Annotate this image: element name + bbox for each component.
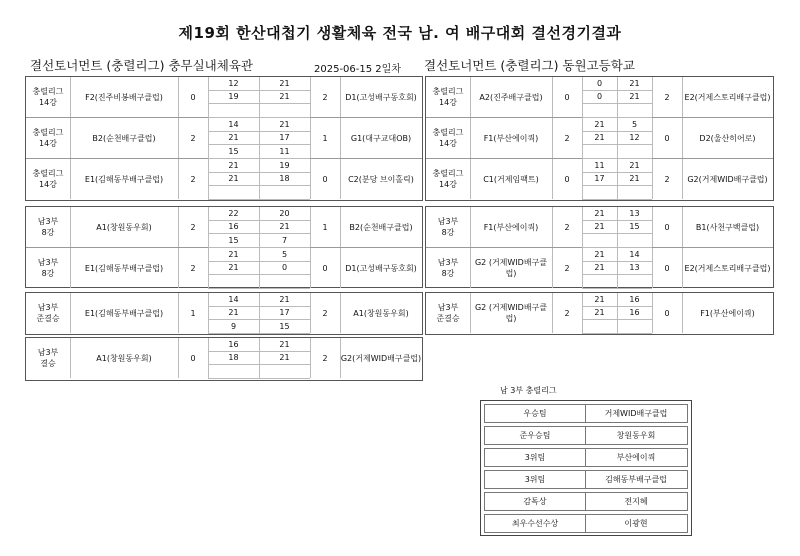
team-a-sets-won: 2 — [190, 174, 196, 184]
set-score-b — [617, 145, 652, 159]
set-score-a: 21 — [208, 172, 259, 186]
team-a-name: A1(창원동우회) — [96, 353, 152, 363]
set-divider — [259, 338, 260, 378]
set-score-b: 21 — [617, 159, 652, 173]
right-block-14 — [425, 76, 774, 201]
team-b-sets-won: 0 — [664, 133, 670, 143]
set-score-a: 21 — [582, 248, 617, 262]
set-score-b: 13 — [617, 261, 652, 275]
team-b-sets-won: 0 — [322, 263, 328, 273]
set-score-a: 9 — [208, 320, 259, 334]
left-venue-header: 결선토너먼트 (충렬리그) 충무실내체육관 — [30, 58, 253, 73]
round-label: 충렬리그 14강 — [432, 87, 464, 107]
set-score-a: 21 — [582, 131, 617, 145]
left-block-14 — [25, 76, 423, 201]
set-score-b — [617, 234, 652, 248]
set-score-a: 15 — [208, 145, 259, 159]
team-a-sets-won: 2 — [564, 222, 570, 232]
team-b-sets-won: 2 — [322, 353, 328, 363]
team-a-sets-won: 0 — [190, 353, 196, 363]
team-a-sets-won: 2 — [190, 263, 196, 273]
round-label: 충렬리그 14강 — [432, 128, 464, 148]
set-score-b: 13 — [617, 207, 652, 221]
set-score-b: 5 — [259, 248, 310, 262]
round-label: 남3부 준결승 — [436, 303, 460, 323]
set-score-b: 16 — [617, 306, 652, 320]
round-label: 남3부 8강 — [37, 258, 59, 278]
page-title: 제19회 한산대첩기 생활체육 전국 남. 여 배구대회 결선경기결과 — [178, 24, 622, 42]
set-divider — [617, 293, 618, 333]
match-row — [26, 77, 422, 118]
set-score-b — [617, 104, 652, 118]
set-score-b: 21 — [259, 293, 310, 307]
match-row — [26, 159, 422, 199]
team-a-name: E1(김해동부배구클럽) — [84, 263, 164, 273]
team-b-sets-won: 2 — [664, 174, 670, 184]
team-a-sets-won: 1 — [190, 308, 196, 318]
set-score-a: 21 — [208, 159, 259, 173]
summary-value: 김해동부배구클럽 — [605, 475, 667, 484]
round-label: 충렬리그 14강 — [432, 169, 464, 189]
set-score-b: 17 — [259, 306, 310, 320]
summary-value: 이광현 — [624, 519, 648, 528]
set-score-a — [208, 275, 259, 289]
round-label: 남3부 준결승 — [36, 303, 60, 323]
match-row — [426, 207, 773, 248]
team-b-sets-won: 1 — [322, 133, 328, 143]
set-score-a: 22 — [208, 207, 259, 221]
set-score-b: 0 — [259, 261, 310, 275]
match-row — [426, 118, 773, 159]
set-score-a: 21 — [208, 261, 259, 275]
round-label: 충렬리그 14강 — [32, 128, 64, 148]
set-score-b: 14 — [617, 248, 652, 262]
summary-value: 거제WID배구클럽 — [604, 409, 668, 418]
summary-label: 최우수선수상 — [485, 515, 586, 532]
round-label: 남3부 8강 — [437, 217, 459, 237]
set-score-b: 18 — [259, 172, 310, 186]
team-a-name: A1(창원동우회) — [96, 222, 152, 232]
set-divider — [259, 207, 260, 247]
set-score-b: 5 — [617, 118, 652, 132]
match-row — [426, 248, 773, 288]
set-divider — [259, 118, 260, 158]
summary-label: 3위팀 — [485, 449, 586, 466]
team-b-name: G2(거제WID배구클럽) — [687, 174, 768, 184]
set-score-a — [582, 320, 617, 334]
round-label: 충렬리그 14강 — [32, 87, 64, 107]
round-label: 남3부 8강 — [37, 217, 59, 237]
team-b-sets-won: 0 — [664, 263, 670, 273]
set-divider — [259, 159, 260, 199]
set-divider — [259, 77, 260, 117]
right-block-semi — [425, 292, 774, 335]
team-b-sets-won: 1 — [322, 222, 328, 232]
match-row — [26, 118, 422, 159]
summary-label: 준우승팀 — [485, 427, 586, 444]
set-score-b — [617, 186, 652, 200]
set-score-b: 7 — [259, 234, 310, 248]
set-score-b: 21 — [259, 338, 310, 352]
team-a-sets-won: 2 — [190, 222, 196, 232]
match-row — [26, 248, 422, 288]
set-score-a: 0 — [582, 90, 617, 104]
set-score-b — [617, 275, 652, 289]
team-b-sets-won: 2 — [664, 92, 670, 102]
set-score-b: 21 — [259, 220, 310, 234]
team-b-name: A1(창원동우회) — [353, 308, 409, 318]
summary-title: 남 3부 충렬리그 — [500, 386, 557, 395]
match-row — [26, 338, 422, 378]
team-a-sets-won: 0 — [564, 92, 570, 102]
set-score-b: 21 — [259, 77, 310, 91]
set-score-a: 19 — [208, 90, 259, 104]
set-score-b: 16 — [617, 293, 652, 307]
set-score-b: 21 — [259, 351, 310, 365]
summary-label: 우승팀 — [485, 405, 586, 422]
set-score-b: 15 — [259, 320, 310, 334]
round-label: 충렬리그 14강 — [32, 169, 64, 189]
set-score-a: 17 — [582, 172, 617, 186]
set-score-b: 11 — [259, 145, 310, 159]
set-divider — [617, 248, 618, 288]
summary-row — [484, 492, 688, 511]
team-a-name: E1(김해동부배구클럽) — [84, 308, 164, 318]
team-a-name: F2(진주비봉배구클럽) — [85, 92, 163, 102]
set-score-b: 21 — [617, 77, 652, 91]
left-block-semi — [25, 292, 423, 335]
set-score-a — [208, 365, 259, 379]
set-divider — [617, 118, 618, 158]
set-score-a: 21 — [208, 131, 259, 145]
set-score-b: 20 — [259, 207, 310, 221]
set-score-a: 21 — [582, 293, 617, 307]
set-score-b: 12 — [617, 131, 652, 145]
team-b-name: F1(부산에이쿽) — [700, 308, 755, 318]
summary-row — [484, 470, 688, 489]
set-divider — [259, 248, 260, 288]
team-b-sets-won: 2 — [322, 308, 328, 318]
set-score-a: 0 — [582, 77, 617, 91]
team-b-name: B2(순천배구클럽) — [349, 222, 413, 232]
match-row — [426, 159, 773, 199]
set-score-b: 15 — [617, 220, 652, 234]
set-score-a: 16 — [208, 220, 259, 234]
set-score-b: 21 — [617, 172, 652, 186]
team-b-name: G1(대구교대OB) — [350, 133, 412, 143]
right-block-8 — [425, 206, 774, 288]
team-a-sets-won: 0 — [190, 92, 196, 102]
set-score-a: 21 — [582, 220, 617, 234]
team-b-name: D1(고성배구동호회) — [345, 92, 417, 102]
team-a-sets-won: 2 — [190, 133, 196, 143]
set-divider — [617, 77, 618, 117]
set-score-b — [259, 275, 310, 289]
team-a-name: A2(진주배구클럽) — [479, 92, 543, 102]
team-a-name: C1(거제임팩트) — [483, 174, 539, 184]
team-b-sets-won: 2 — [322, 92, 328, 102]
team-a-name: G2 (거제WID배구클럽) — [474, 303, 548, 323]
date-label: 2025-06-15 2일차 — [314, 64, 401, 75]
team-a-name: G2 (거제WID배구클럽) — [474, 258, 548, 278]
set-score-b — [259, 104, 310, 118]
set-score-a: 21 — [208, 306, 259, 320]
set-score-b: 21 — [259, 90, 310, 104]
summary-label: 3위팀 — [485, 471, 586, 488]
team-b-name: B1(사천구백클럽) — [695, 222, 760, 232]
set-score-a: 11 — [582, 159, 617, 173]
set-score-b — [259, 186, 310, 200]
set-divider — [617, 207, 618, 247]
team-b-sets-won: 0 — [322, 174, 328, 184]
team-b-name: E2(거제스토리배구클럽) — [684, 263, 771, 273]
set-score-a — [582, 104, 617, 118]
set-score-a: 21 — [582, 118, 617, 132]
set-divider — [617, 159, 618, 199]
summary-value: 부산에이쿽 — [616, 453, 656, 462]
set-score-a — [582, 275, 617, 289]
set-score-a: 21 — [582, 207, 617, 221]
round-label: 남3부 결승 — [37, 348, 59, 368]
team-b-sets-won: 0 — [664, 308, 670, 318]
summary-value: 창원동우회 — [616, 431, 656, 440]
set-score-b — [259, 365, 310, 379]
team-a-sets-won: 2 — [564, 308, 570, 318]
summary-label: 감독상 — [485, 493, 586, 510]
match-row — [26, 207, 422, 248]
set-score-a: 12 — [208, 77, 259, 91]
team-a-sets-won: 0 — [564, 174, 570, 184]
team-b-name: G2(거제WID배구클럽) — [340, 353, 422, 363]
match-row — [426, 293, 773, 333]
set-score-b: 17 — [259, 131, 310, 145]
set-score-a: 15 — [208, 234, 259, 248]
set-score-a: 18 — [208, 351, 259, 365]
summary-row — [484, 426, 688, 445]
team-b-name: D2(울산히어로) — [699, 133, 756, 143]
set-score-b: 21 — [259, 118, 310, 132]
summary-row — [484, 514, 688, 533]
team-a-name: E1(김해동부배구클럽) — [84, 174, 164, 184]
set-score-a: 21 — [208, 248, 259, 262]
summary-value: 전지혜 — [624, 497, 648, 506]
team-b-sets-won: 0 — [664, 222, 670, 232]
summary-row — [484, 448, 688, 467]
set-score-a: 21 — [582, 261, 617, 275]
summary-row — [484, 404, 688, 423]
set-score-b — [617, 320, 652, 334]
set-score-a — [582, 186, 617, 200]
left-block-8 — [25, 206, 423, 288]
match-row — [26, 293, 422, 333]
set-divider — [259, 293, 260, 333]
set-score-a — [582, 234, 617, 248]
team-a-sets-won: 2 — [564, 133, 570, 143]
set-score-a — [208, 104, 259, 118]
team-b-name: C2(분당 브이홀릭) — [348, 174, 414, 184]
set-score-a: 14 — [208, 118, 259, 132]
summary-table — [480, 400, 692, 536]
set-score-b: 21 — [617, 90, 652, 104]
round-label: 남3부 8강 — [437, 258, 459, 278]
team-a-name: F1(부산에이쿽) — [483, 222, 539, 232]
set-score-a — [582, 145, 617, 159]
right-venue-header: 결선토너먼트 (충렬리그) 동원고등학교 — [424, 58, 635, 73]
match-row — [426, 77, 773, 118]
set-score-a: 16 — [208, 338, 259, 352]
set-score-a: 14 — [208, 293, 259, 307]
team-a-name: F1(부산에이쿽) — [483, 133, 539, 143]
team-a-name: B2(순천배구클럽) — [92, 133, 156, 143]
team-b-name: E2(거제스토리배구클럽) — [684, 92, 771, 102]
set-score-b: 19 — [259, 159, 310, 173]
team-a-sets-won: 2 — [564, 263, 570, 273]
team-b-name: D1(고성배구동호회) — [345, 263, 417, 273]
set-score-a: 21 — [582, 306, 617, 320]
set-score-a — [208, 186, 259, 200]
left-block-final — [25, 337, 423, 381]
